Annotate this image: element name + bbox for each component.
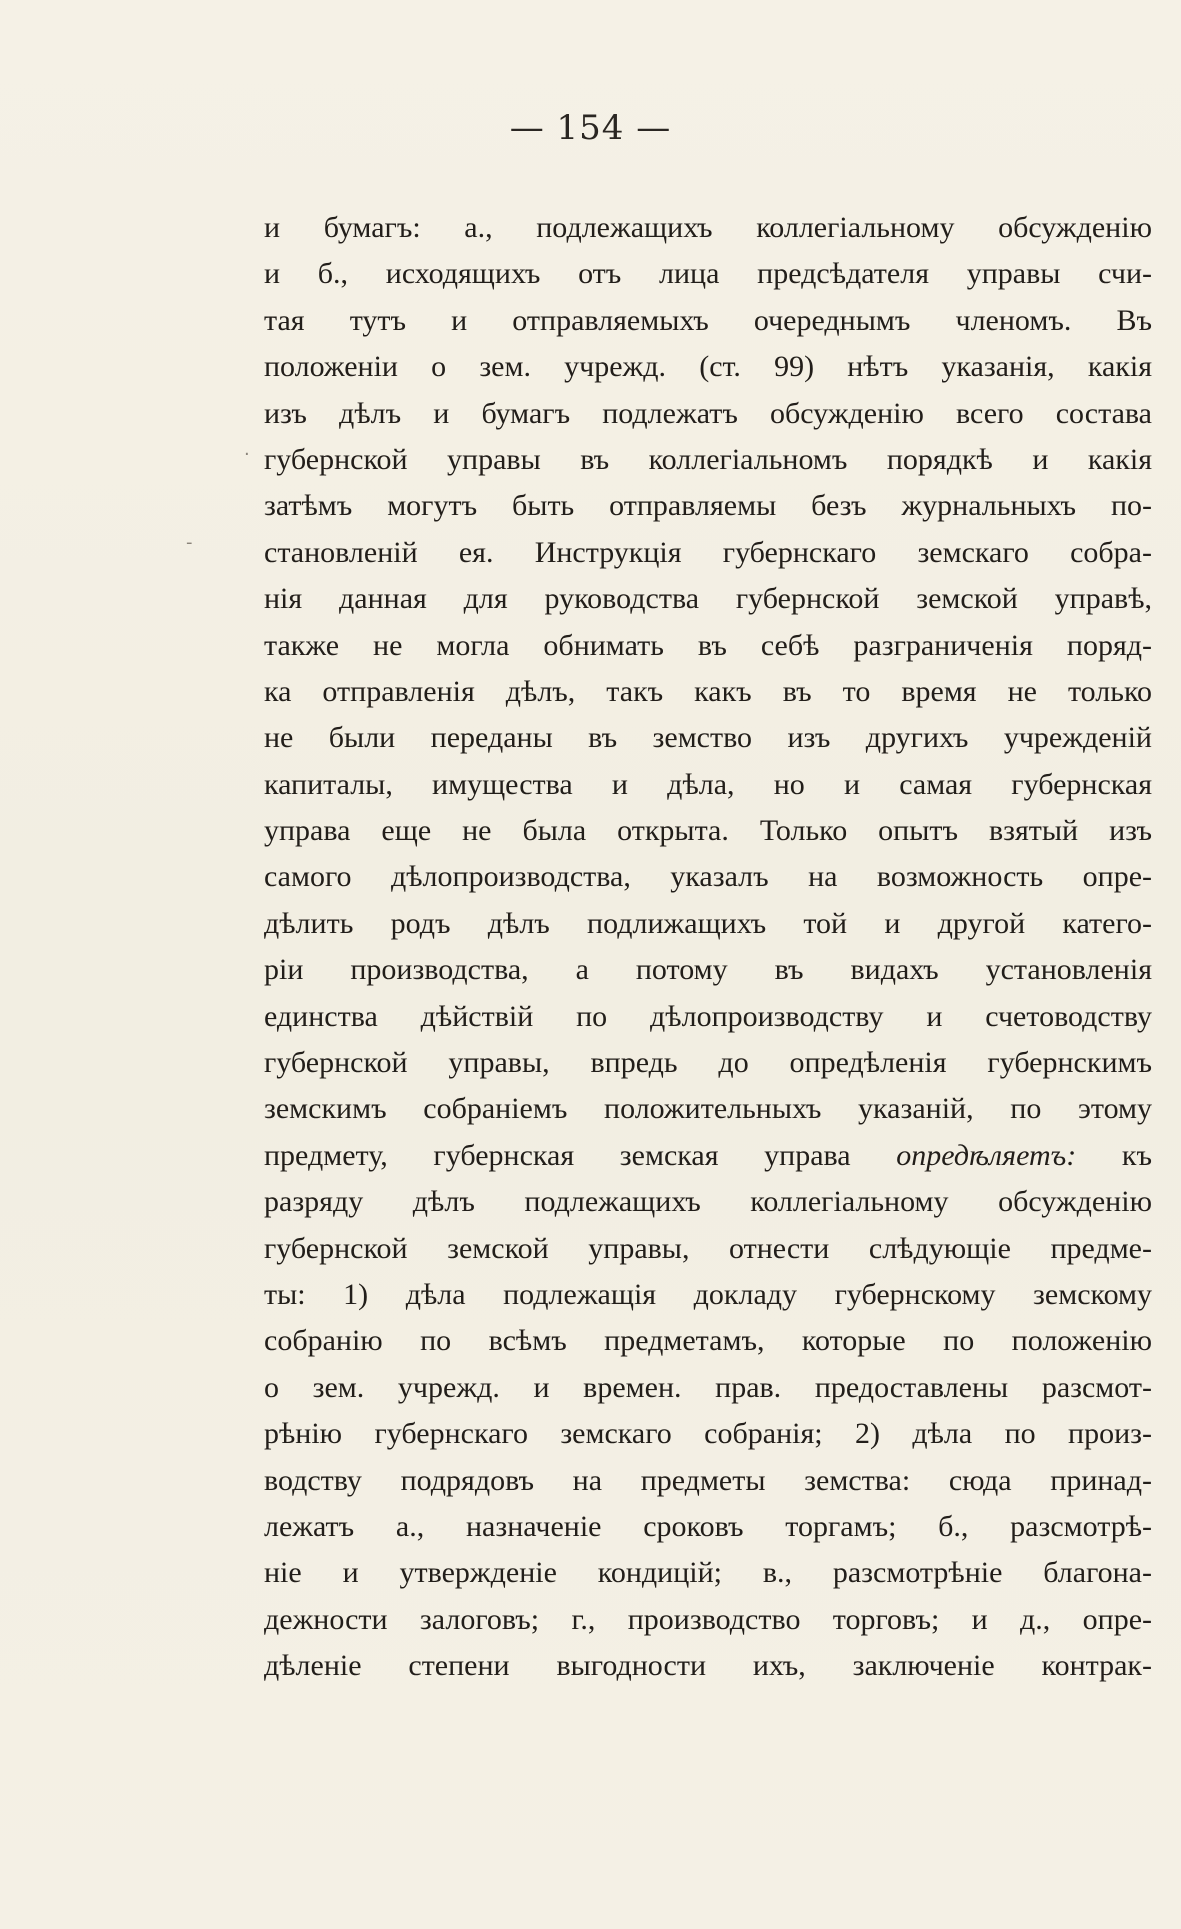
page-number: — 154 —	[509, 108, 672, 148]
text-segment: предмету, губернская земская управа	[264, 1138, 851, 1172]
text-line: также не могла обнимать въ себѣ разграниченія поряд-	[264, 628, 1152, 662]
text-line: затѣмъ могутъ быть отправляемы безъ журнальныхъ по-	[264, 489, 1152, 523]
text-line: губернской земской управы, отнести слѣдующіе предме-	[264, 1231, 1152, 1265]
text-line: губернской управы, впредь до опредѣленія губернскимъ	[264, 1046, 1152, 1080]
text-line: ка отправленія дѣлъ, такъ какъ въ то время не только	[264, 674, 1152, 708]
text-line: земскимъ собраніемъ положительныхъ указаній, по этому	[264, 1092, 1152, 1126]
italic-word: опредѣляетъ:	[896, 1138, 1077, 1172]
text-line: водству подрядовъ на предметы земства: сюда принад-	[264, 1463, 1152, 1497]
text-line: разряду дѣлъ подлежащихъ коллегіальному обсужденію	[264, 1185, 1152, 1219]
text-line: собранію по всѣмъ предметамъ, которые по положенію	[264, 1324, 1152, 1358]
text-line: единства дѣйствій по дѣлопроизводству и счетоводству	[264, 999, 1152, 1033]
text-line: капиталы, имущества и дѣла, но и самая губернская	[264, 767, 1152, 801]
text-line: ріи производства, а потому въ видахъ установленія	[264, 953, 1152, 987]
text-line: самого дѣлопроизводства, указалъ на возможность опре-	[264, 860, 1152, 894]
text-line: тая тутъ и отправляемыхъ очереднымъ членомъ. Въ	[264, 303, 1152, 337]
text-line: и бумагъ: а., подлежащихъ коллегіальному обсужденію	[264, 211, 1152, 244]
text-segment: къ	[1121, 1138, 1152, 1172]
text-line: лежатъ а., назначеніе сроковъ торгамъ; б., разсмотрѣ-	[264, 1509, 1152, 1543]
text-line: дежности залоговъ; г., производство торговъ; и д., опре-	[264, 1602, 1152, 1636]
text-line: изъ дѣлъ и бумагъ подлежатъ обсужденію всего состава	[264, 396, 1152, 430]
text-line: дѣлить родъ дѣлъ подлижащихъ той и другой катего-	[264, 906, 1152, 940]
margin-dot-mark: ·	[244, 444, 250, 465]
text-line: положеніи о зем. учрежд. (ст. 99) нѣтъ указанія, какія	[264, 350, 1152, 384]
text-line: нія данная для руководства губернской земской управѣ,	[264, 582, 1152, 616]
text-line: губернской управы въ коллегіальномъ порядкѣ и какія	[264, 442, 1152, 476]
text-line: управа еще не была открыта. Только опытъ взятый изъ	[264, 814, 1152, 848]
text-line: дѣленіе степени выгодности ихъ, заключеніе контрак-	[264, 1649, 1152, 1683]
text-line: и б., исходящихъ отъ лица предсѣдателя управы счи-	[264, 257, 1152, 291]
text-line: ніе и утвержденіе кондицій; в., разсмотрѣніе благона-	[264, 1556, 1152, 1590]
text-line: рѣнію губернскаго земскаго собранія; 2) дѣла по произ-	[264, 1417, 1152, 1451]
text-line: становленій ея. Инструкція губернскаго земскаго собра-	[264, 535, 1152, 569]
text-line: ты: 1) дѣла подлежащія докладу губернскому земскому	[264, 1277, 1152, 1311]
margin-dash-mark: -	[186, 532, 193, 553]
text-line: о зем. учрежд. и времен. прав. предоставлены разсмот-	[264, 1370, 1152, 1404]
body-text	[264, 205, 1152, 1690]
text-line-with-italic	[264, 1133, 1152, 1179]
text-line: не были переданы въ земство изъ другихъ учрежденій	[264, 721, 1152, 755]
